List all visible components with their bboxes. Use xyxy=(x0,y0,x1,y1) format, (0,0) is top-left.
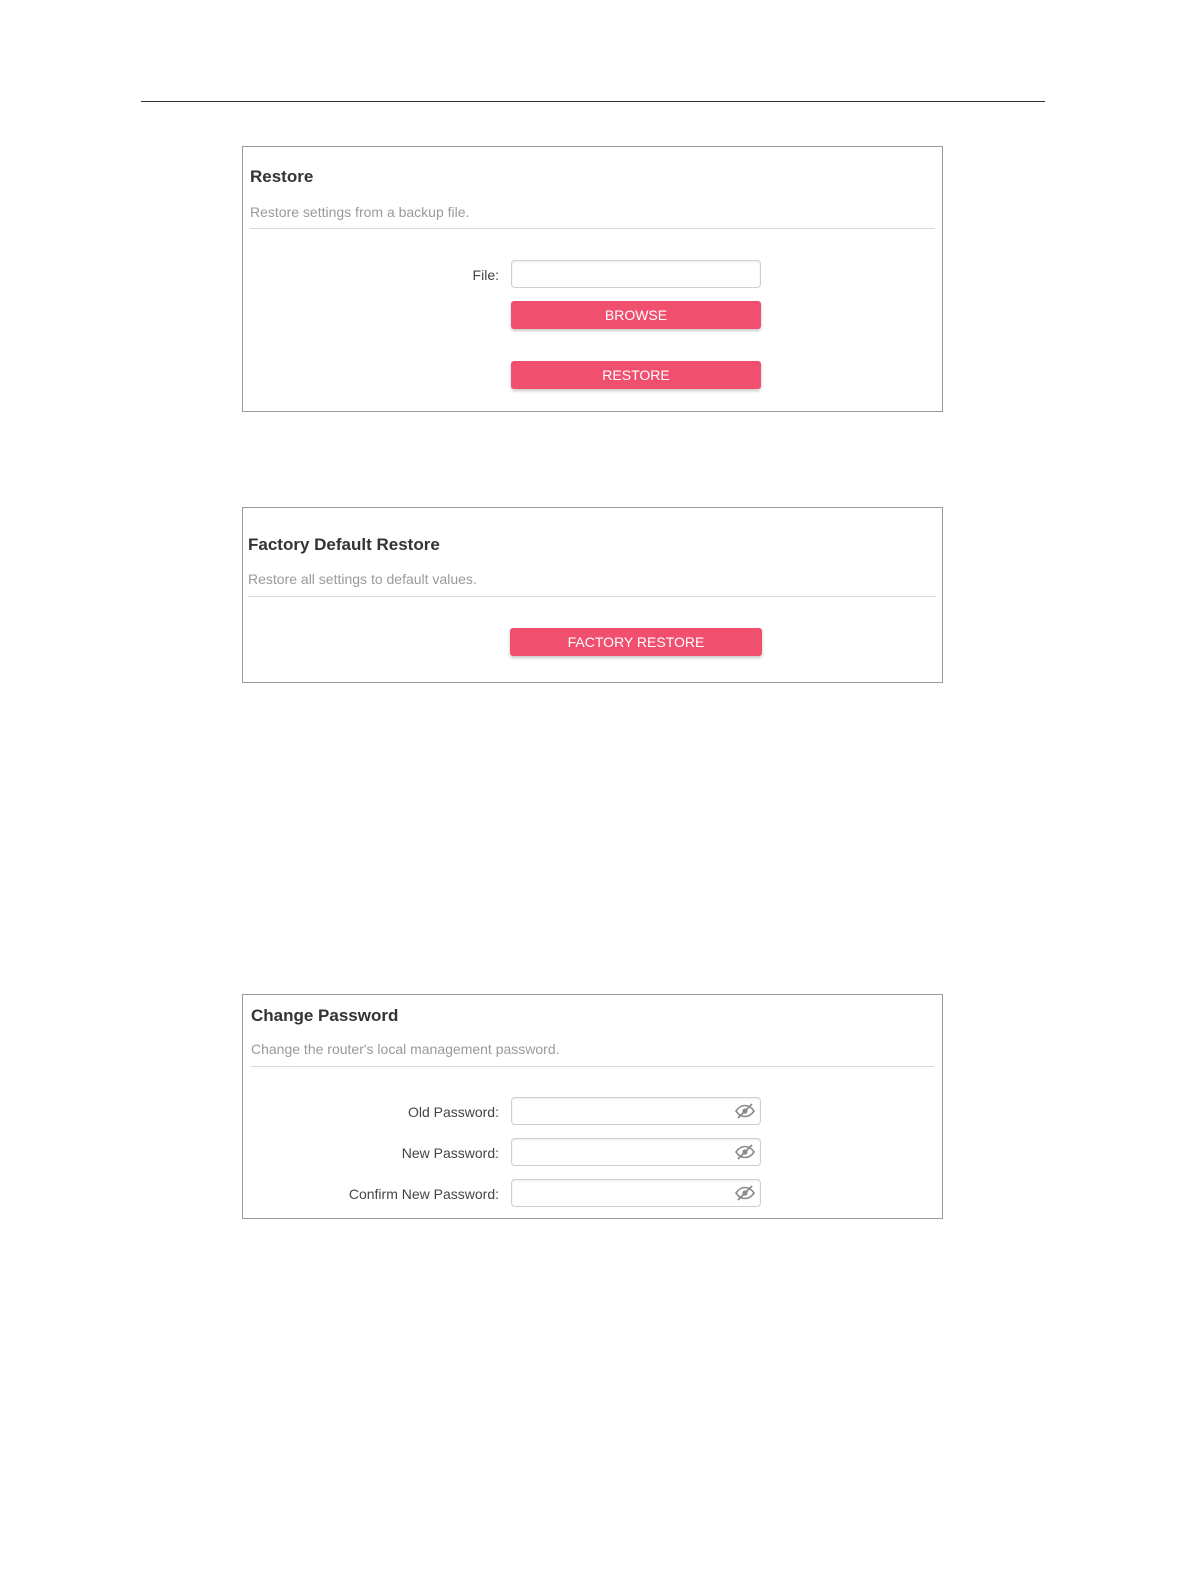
old-password-field-wrapper xyxy=(511,1097,761,1125)
new-password-field-wrapper xyxy=(511,1138,761,1166)
eye-slash-icon[interactable] xyxy=(735,1103,755,1119)
restore-button[interactable]: RESTORE xyxy=(511,361,761,389)
old-password-label: Old Password: xyxy=(407,1104,499,1120)
change-password-divider xyxy=(251,1066,934,1067)
confirm-password-label: Confirm New Password: xyxy=(348,1186,499,1202)
new-password-input[interactable] xyxy=(511,1138,761,1166)
eye-slash-icon[interactable] xyxy=(735,1185,755,1201)
restore-divider xyxy=(250,228,935,229)
eye-slash-icon[interactable] xyxy=(735,1144,755,1160)
page-header-rule xyxy=(141,101,1045,102)
file-input[interactable] xyxy=(511,260,761,288)
change-password-title: Change Password xyxy=(251,1006,399,1025)
confirm-password-field-wrapper xyxy=(511,1179,761,1207)
change-password-description: Change the router's local management password. xyxy=(251,1041,560,1057)
factory-restore-panel xyxy=(242,507,943,683)
restore-description: Restore settings from a backup file. xyxy=(250,204,470,220)
old-password-input[interactable] xyxy=(511,1097,761,1125)
new-password-label: New Password: xyxy=(401,1145,499,1161)
restore-panel xyxy=(242,146,943,412)
confirm-password-input[interactable] xyxy=(511,1179,761,1207)
factory-restore-divider xyxy=(248,596,936,597)
browse-button[interactable]: BROWSE xyxy=(511,301,761,329)
factory-restore-button[interactable]: FACTORY RESTORE xyxy=(510,628,762,656)
file-label: File: xyxy=(472,267,499,283)
factory-restore-title: Factory Default Restore xyxy=(248,535,440,554)
restore-title: Restore xyxy=(250,167,314,186)
change-password-panel xyxy=(242,994,943,1219)
factory-restore-description: Restore all settings to default values. xyxy=(248,571,477,587)
